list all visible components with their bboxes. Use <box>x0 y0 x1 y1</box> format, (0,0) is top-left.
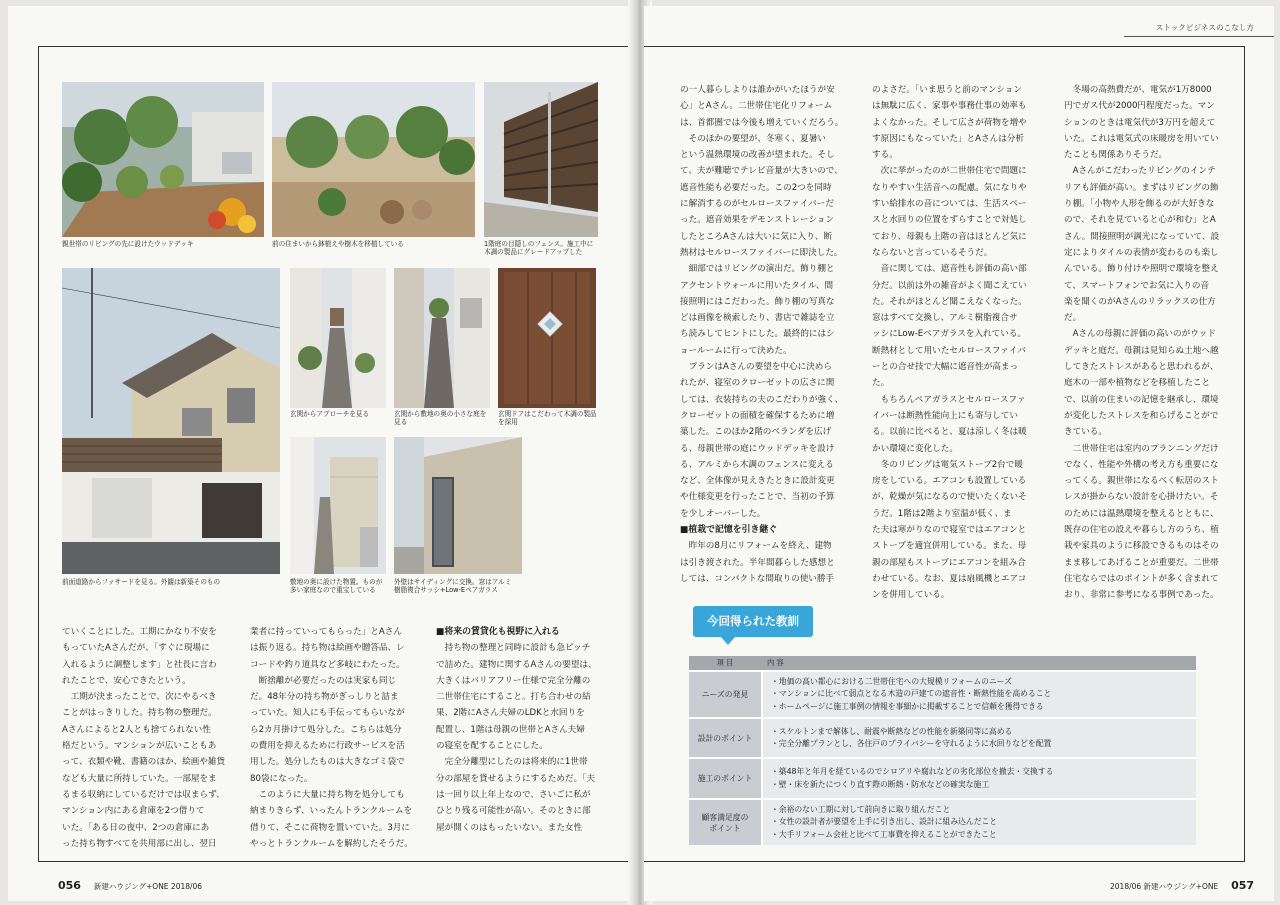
text-column-right-3: 冬場の高熱費だが、電気が1万8000 円でガス代が2000円程度だった。マン ションのときは電気代が3万円を超えて いた。これは電気式の床暖房を用いてい たことも関係ありそうだ。 Aさんがこだわったリビングのインテ リアも評価が高い。まずはリビングの飾 り棚。「小物や人形を飾るのが大好きな ので、それを見ていると心が和む」とA さん。間接照明が調光になっていて、設 定によりタイルの表情が変わるのも楽し んでいる。飾り付けや照明で環境を整え て、スマートフォンでお気に入りの音 楽を聞くのがAさんのリラックスの仕方 だ。 Aさんの母親に評価の高いのがウッド デッキと庭だ。母親は見知らぬ土地へ越 してきたストレスがあると思われるが、 庭木の一部や植物などを移植したこと で、以前の住まいの記憶を継承し、環境 が変化したストレスを和らげることがで きている。 二世帯住宅は室内のプランニングだけ でなく、性能や外構の考え方も重要にな ってくる。親世帯になるべく転居のスト レスが掛からない設計を心掛けたい。そ のためには温熱環境を整えるとともに、 既存の住宅の設えや暮らし方のうち、植 栽や家具のように移設できるものはその まま移してあげることが重要だ。二世帯 住宅ならではのポイントが多く含まれて おり、非常に参考になる事例であった。 <box>1064 85 1220 601</box>
row-label: 設計のポイント <box>689 719 761 758</box>
caption-siding: 外壁はサイディングに交換。窓はアルミ 樹脂複合サッシ+Low-Eペアガラス <box>394 578 512 595</box>
caption-fence: 1階庭の目隠しのフェンス。施工中に 木調の製品にグレードアップした <box>484 240 594 257</box>
row-content: ・余裕のない工期に対して前向きに取り組んだこと ・女性の設計者が要望を上手に引き出し、設計に組み込んだこと ・大手リフォーム会社と比べて工事費を抑えることができたこと <box>761 800 1196 845</box>
text-column-right-2: のよさだ。「いま思うと前のマンション は無駄に広く、家事や事務仕事の効率も よくなかった。そして広さが荷物を増や す原因にもなっていた」とAさんは分析 する。 次に挙がったのが二世帯住宅で問題に なりやすい生活音への配慮。気になりや すい給排水の音については、生活スペー スと水回りの位置をずらすことで対処し ており、母親も上階の音はほとんど気に ならないと言っているそうだ。 音に関しては、遮音性も評価の高い部 分だ。以前は外の雑音がよく聞こえてい た。それがほとんど聞こえなくなった。 窓はすべて交換し、アルミ樹脂複合サ ッシにLow-Eペアガラスを入れている。 断熱材として用いたセルロースファイバ ーとの合せ技で大幅に遮音性が高まっ た。 もちろんペアガラスとセルロースファ イバーは断熱性能向上にも寄与してい る。以前に比べると、夏は涼しく冬は暖 かい環境に変化した。 冬のリビングは電気ストーブ2台で暖 房をしている。エアコンも設置している が、乾燥が気になるので使いたくないそ うだ。1階は2階より室温が低く、ま た夫は寒がりなので寝室ではエアコンと ストーブを適宜併用している。また、母 親の部屋もストーブにエアコンを組み合 わせている。なお、夏は扇風機とエアコ ンを併用している。 <box>872 85 1027 601</box>
right-folio: 2018/06 新建ハウジング+ONE 057 <box>1110 879 1255 892</box>
caption-moved-plants: 前の住まいから鉢植えや樹木を移植している <box>272 240 404 248</box>
section-heading-future-rental: ■将来の賃貸化も視野に入れる <box>436 627 560 637</box>
caption-small-garden: 玄関から敷地の奥の小さな庭を 見る <box>394 410 487 427</box>
text-column-left-1: ていくことにした。工期にかなり不安を もっていたAさんだが、「すぐに現場に 入れるように調整します」と社長に言わ れたことで、安心できたという。 工期が決まったことで、次にやるべき ことがはっきりした。持ち物の整理だ。 Aさんによると2人とも捨てられない性 格だという。マンションが広いこともあ って、衣類や靴、書籍のほか、絵画や雑貨 なども大量に所持していた。一部屋をま るまる収納にしているだけでは収まらず、 マンション内にある倉庫を2つ借りて いた。「ある日の夜中、2つの倉庫にあ った持ち物すべてを共用部に出し、翌日 <box>62 627 226 849</box>
row-label: ニーズの発見 <box>689 672 761 717</box>
series-header: ストックビジネスのこなし方 <box>1155 23 1254 32</box>
text-column-right-1: の一人暮らしよりは誰かがいたほうが安 心」とAさん。二世帯住宅化リフォーム は、首都圏では今後も増えていくだろう。 そのほかの要望が、冬寒く、夏暑い という温熱環境の改善が望まれた。そし て、夫が難聴でテレビ音量が大きいので、 遮音性能も必要だった。この2つを同時 に解消するのがセルロースファイバーだ った。遮音効果をデモンストレーション したところAさんは大いに気に入り、断 熱材はセルロースファイバーに即決した。 細部ではリビングの演出だ。飾り棚と アクセントウォールに用いたタイル、間 接照明にはこだわった。飾り棚の写真な どは画像を検索したり、書店で雑誌を立 ち読みしてヒントにした。最終的にはシ ョールームに行って決めた。 プランはAさんの要望を中心に決めら れたが、寝室のクローゼットの広さに関 しては、衣装持ちの夫のこだわりが強く、 クローゼットの面積を確保するために増 築した。このほか2階のベランダを広げ る、母親世帯の庭にウッドデッキを設け る、アルミから木調のフェンスに変える など、全体像が見えきたときに設計変更 や仕様変更を行ったことで、当初の予算 を少しオーバーした。 ■植栽で記憶を引き継ぐ 昨年の8月にリフォームを終え、建物 は引き渡された。半年間暮らした感想と しては、コンパクトな間取りの使い勝手 <box>680 82 852 587</box>
caption-approach: 玄関からアプローチを見る <box>290 410 370 418</box>
caption-wood-deck: 親世帯のリビングの先に設けたウッドデッキ <box>62 240 194 248</box>
text-column-left-2: 業者に持っていってもらった」とAさん は振り返る。持ち物は絵画や贈答品、レ コードや釣り道具など多岐にわたった。 断捨離が必要だったのは実家も同じ だ。48年分の持ち物がぎっしりと詰ま っていた。知人にも手伝ってもらいなが ら2カ月掛けて処分した。こちらは処分 の費用を抑えるために行政サービスを活 用した。処分したものは大きなゴミ袋で 80袋になった。 このように大量に持ち物を処分しても 納まりきらず、いったんトランクルームを 借りて、そこに荷物を置いていた。3月に やっとトランクルームを解約したそうだ。 <box>250 627 413 849</box>
row-label: 顧客満足度の ポイント <box>689 800 761 845</box>
caption-entrance-door: 玄関ドアはこだわって木調の製品 を採用 <box>498 410 597 427</box>
row-content: ・築48年と年月を経ているのでシロアリや腐れなどの劣化部位を撤去・交換する ・壁・床を新たにつくり直す際の断熱・防水などの確実な施工 <box>761 759 1196 798</box>
left-page <box>8 6 636 901</box>
lessons-col-content: 内 容 <box>767 658 784 667</box>
lessons-table <box>689 656 1196 845</box>
table-row <box>689 670 1196 717</box>
lessons-table-header <box>689 656 1196 670</box>
lessons-col-item: 項 目 <box>716 658 734 667</box>
table-row <box>689 717 1196 758</box>
left-page-number: 056 <box>58 879 81 892</box>
table-row <box>689 798 1196 845</box>
lessons-title-badge: 今回得られた教訓 <box>693 606 813 637</box>
row-label: 施工のポイント <box>689 759 761 798</box>
section-heading-plants-memory: ■植栽で記憶を引き継ぐ <box>680 525 778 536</box>
right-page-number: 057 <box>1231 879 1255 892</box>
table-row <box>689 757 1196 798</box>
row-content: ・スケルトンまで解体し、耐震や断熱などの性能を新築同等に高める ・完全分離プランとし、各住戸のプライバシーを守れるように水回りなどを配置 <box>761 719 1196 758</box>
caption-facade: 前面道路からファサードを見る。外観は新築そのもの <box>62 578 221 586</box>
row-content: ・地価の高い都心における二世帯住宅への大規模リフォームのニーズ ・マンションに比べて弱点となる木造の戸建ての遮音性・断熱性能を高めること ・ホームページに施工事例の情報を事細かに掲載することで信頼を獲得できる <box>761 672 1196 717</box>
text-column-left-3: ■将来の賃貸化も視野に入れる 持ち物の整理と同時に設計も急ピッチ で詰めた。建物に関するAさんの要望は、 大きくはバリアフリー仕様で完全分離の 二世帯住宅にすること。打ち合わせの結 果、2階にAさん夫婦のLDKと水回りを 配置し、1階は母親の世帯とAさん夫婦 の寝室を配することにした。 完全分離型にしたのは将来的に1世帯 分の部屋を貸せるようにするためだ。「夫 は一回り以上年上なので、さいごに私が ひとり残る可能性が高い。そのときに部 屋が開くのはもったいない。また女性 <box>436 624 605 836</box>
right-page <box>644 6 1274 901</box>
caption-storage: 敷地の奥に設けた物置。ものが 多い家庭なので重宝している <box>290 578 383 595</box>
header-rule <box>1124 36 1274 37</box>
left-folio: 056 新建ハウジング+ONE 2018/06 <box>58 879 203 892</box>
